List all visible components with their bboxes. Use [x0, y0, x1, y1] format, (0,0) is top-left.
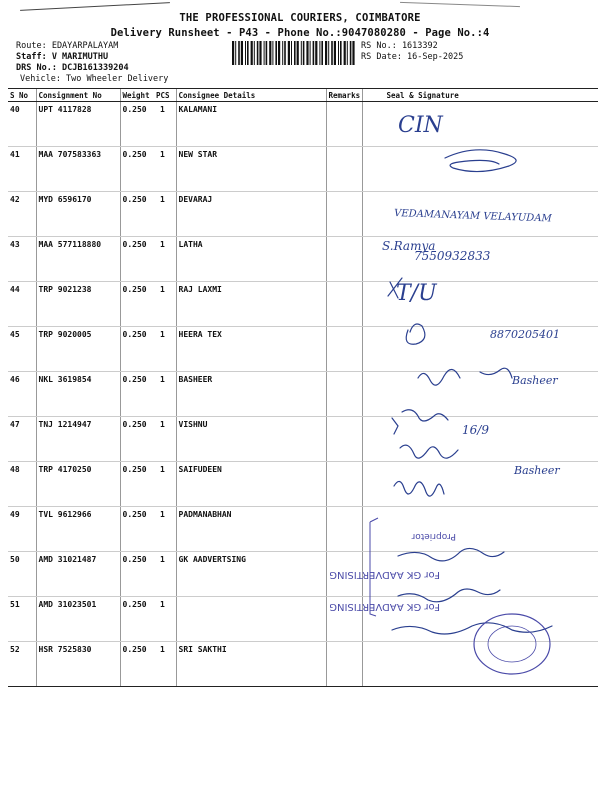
- barcode-bar: [301, 41, 302, 65]
- table-row: [8, 597, 598, 642]
- cell-consignee: LATHA: [176, 237, 326, 282]
- cell-signature: [362, 192, 598, 237]
- cell-remarks: [326, 327, 362, 372]
- cell-remarks: [326, 462, 362, 507]
- cell-remarks: [326, 282, 362, 327]
- cell-sno: 41: [8, 147, 36, 192]
- cell-weight: 0.250: [120, 372, 154, 417]
- stamp-business-1: For GK AADVERTISING: [329, 569, 440, 580]
- table-row: [8, 462, 598, 507]
- col-header-remarks: Remarks: [326, 89, 362, 102]
- barcode-bar: [269, 41, 271, 65]
- cell-weight: 0.250: [120, 507, 154, 552]
- rs-date: RS Date: 16-Sep-2025: [361, 52, 464, 62]
- cell-consignment: HSR 7525830: [36, 642, 120, 687]
- cell-remarks: [326, 507, 362, 552]
- cell-remarks: [326, 147, 362, 192]
- table-row: [8, 102, 598, 147]
- sig-42-text: VEDAMANAYAM VELAYUDAM: [393, 208, 552, 225]
- cell-consignee: GK AADVERTSING: [176, 552, 326, 597]
- cell-consignment: TVL 9612966: [36, 507, 120, 552]
- cell-consignment: NKL 3619854: [36, 372, 120, 417]
- cell-consignee: BASHEER: [176, 372, 326, 417]
- cell-signature: [362, 102, 598, 147]
- table-row: [8, 552, 598, 597]
- barcode-bar: [325, 41, 327, 65]
- sig-47-date: 16/9: [462, 423, 489, 437]
- table-row: [8, 372, 598, 417]
- drs-value: DRS No.: DCJB161339204: [16, 63, 129, 73]
- cell-consignment: MAA 707583363: [36, 147, 120, 192]
- cell-remarks: [326, 102, 362, 147]
- barcode-bar: [264, 41, 265, 65]
- cell-consignee: SRI SAKTHI: [176, 642, 326, 687]
- rs-number: RS No.: 1613392: [361, 41, 438, 51]
- cell-weight: 0.250: [120, 417, 154, 462]
- cell-pcs: 1: [154, 237, 176, 282]
- route-label: Route: EDAYARPALAYAM: [16, 41, 119, 51]
- cell-consignee: HEERA TEX: [176, 327, 326, 372]
- barcode-image: [232, 41, 356, 65]
- cell-consignment: TRP 9020005: [36, 327, 120, 372]
- cell-sno: 42: [8, 192, 36, 237]
- cell-sno: 44: [8, 282, 36, 327]
- cell-consignee: SAIFUDEEN: [176, 462, 326, 507]
- sig-43-phone: 7550932833: [414, 249, 491, 263]
- barcode-bar: [328, 41, 329, 65]
- cell-weight: 0.250: [120, 237, 154, 282]
- cell-consignee: [176, 597, 326, 642]
- cell-consignee: NEW STAR: [176, 147, 326, 192]
- cell-pcs: 1: [154, 282, 176, 327]
- barcode-bar: [331, 41, 333, 65]
- cell-consignee: RAJ LAXMI: [176, 282, 326, 327]
- barcode-bar: [294, 41, 296, 65]
- cell-remarks: [326, 192, 362, 237]
- cell-pcs: 1: [154, 552, 176, 597]
- table-row: [8, 417, 598, 462]
- cell-consignee: DEVARAJ: [176, 192, 326, 237]
- barcode-bar: [315, 41, 317, 65]
- barcode-bar: [278, 41, 280, 65]
- barcode-bar: [313, 41, 315, 65]
- barcode-bar: [247, 41, 249, 65]
- cell-signature: [362, 642, 598, 687]
- col-header-consignment: Consignment No: [36, 89, 120, 102]
- cell-signature: [362, 327, 598, 372]
- cell-sno: 40: [8, 102, 36, 147]
- barcode-bar: [288, 41, 290, 65]
- barcode-bar: [257, 41, 259, 65]
- barcode-bar: [344, 41, 346, 65]
- cell-signature: [362, 372, 598, 417]
- cell-pcs: 1: [154, 147, 176, 192]
- cell-signature: [362, 237, 598, 282]
- barcode-bar: [347, 41, 348, 65]
- cell-sno: 51: [8, 597, 36, 642]
- barcode-bar: [251, 41, 253, 65]
- barcode-bar: [306, 41, 308, 65]
- barcode-bar: [272, 41, 273, 65]
- table-row: [8, 237, 598, 282]
- barcode-bar: [266, 41, 268, 65]
- cell-signature: [362, 462, 598, 507]
- barcode-bar: [241, 41, 243, 65]
- col-header-weight: Weight: [120, 89, 154, 102]
- cell-signature: [362, 417, 598, 462]
- cell-weight: 0.250: [120, 147, 154, 192]
- cell-consignment: AMD 31021487: [36, 552, 120, 597]
- company-title: THE PROFESSIONAL COURIERS, COIMBATORE: [179, 12, 421, 24]
- cell-pcs: 1: [154, 507, 176, 552]
- table-row: [8, 507, 598, 552]
- cell-sno: 47: [8, 417, 36, 462]
- col-header-consignee: Consignee Details: [176, 89, 326, 102]
- col-header-signature: Seal & Signature: [362, 89, 598, 102]
- barcode-bar: [245, 41, 246, 65]
- barcode-bar: [284, 41, 286, 65]
- cell-pcs: 1: [154, 192, 176, 237]
- table-row: [8, 642, 598, 687]
- cell-weight: 0.250: [120, 282, 154, 327]
- cell-signature: [362, 147, 598, 192]
- barcode-bar: [297, 41, 299, 65]
- barcode-bar: [303, 41, 305, 65]
- cell-weight: 0.250: [120, 327, 154, 372]
- cell-pcs: 1: [154, 327, 176, 372]
- table-header-row: [8, 89, 598, 102]
- table-row: [8, 327, 598, 372]
- barcode-bar: [350, 41, 352, 65]
- table-row: [8, 147, 598, 192]
- sig-48-text: Basheer: [514, 464, 560, 477]
- cell-pcs: 1: [154, 462, 176, 507]
- sig-40-text: CIN: [398, 113, 443, 138]
- sig-46-text: Basheer: [512, 374, 558, 387]
- cell-sno: 45: [8, 327, 36, 372]
- barcode-bar: [282, 41, 283, 65]
- barcode-bar: [275, 41, 277, 65]
- sig-43-name: S.Ramya: [382, 239, 436, 253]
- barcode-bar: [334, 41, 336, 65]
- cell-remarks: [326, 237, 362, 282]
- barcode-bar: [235, 41, 236, 65]
- col-header-sno: S No: [8, 89, 36, 102]
- cell-consignment: UPT 4117828: [36, 102, 120, 147]
- barcode-bar: [338, 41, 339, 65]
- cell-remarks: [326, 552, 362, 597]
- stamp-business-2: For GK AADVERTISING: [329, 601, 440, 612]
- cell-sno: 46: [8, 372, 36, 417]
- table-row: [8, 192, 598, 237]
- vehicle-label: Vehicle: Two Wheeler Delivery: [20, 74, 169, 84]
- sig-44-text: T/U: [396, 281, 437, 306]
- cell-consignment: MYD 6596170: [36, 192, 120, 237]
- cell-weight: 0.250: [120, 642, 154, 687]
- barcode-bar: [321, 41, 323, 65]
- cell-weight: 0.250: [120, 192, 154, 237]
- col-header-pcs: PCS: [154, 89, 176, 102]
- barcode-bar: [291, 41, 292, 65]
- sig-45-phone: 8870205401: [490, 328, 560, 341]
- cell-pcs: 1: [154, 372, 176, 417]
- drs-label: [16, 63, 129, 73]
- cell-sno: 49: [8, 507, 36, 552]
- barcode-bar: [310, 41, 311, 65]
- table-row: [8, 282, 598, 327]
- barcode-bar: [232, 41, 234, 65]
- cell-remarks: [326, 642, 362, 687]
- barcode-bar: [254, 41, 255, 65]
- barcode-bar: [340, 41, 342, 65]
- cell-consignee: KALAMANI: [176, 102, 326, 147]
- cell-weight: 0.250: [120, 102, 154, 147]
- barcode-bar: [238, 41, 240, 65]
- barcode-bar: [259, 41, 261, 65]
- runsheet-table: [8, 88, 598, 687]
- cell-pcs: 1: [154, 102, 176, 147]
- cell-remarks: [326, 417, 362, 462]
- cell-signature: [362, 282, 598, 327]
- cell-signature: [362, 552, 598, 597]
- cell-weight: 0.250: [120, 462, 154, 507]
- cell-consignment: MAA 577118880: [36, 237, 120, 282]
- cell-pcs: 1: [154, 417, 176, 462]
- scan-artifact-line: [20, 2, 170, 11]
- cell-consignment: TRP 9021238: [36, 282, 120, 327]
- scan-artifact-line: [400, 2, 520, 7]
- cell-signature: [362, 507, 598, 552]
- cell-signature: [362, 597, 598, 642]
- staff-label: [16, 52, 108, 62]
- staff-value: Staff: V MARIMUTHU: [16, 52, 109, 62]
- cell-sno: 48: [8, 462, 36, 507]
- cell-consignment: TNJ 1214947: [36, 417, 120, 462]
- cell-weight: 0.250: [120, 597, 154, 642]
- stamp-proprietor: Proprietor: [411, 531, 456, 541]
- cell-consignment: AMD 31023501: [36, 597, 120, 642]
- barcode-bar: [352, 41, 354, 65]
- cell-consignee: VISHNU: [176, 417, 326, 462]
- cell-sno: 50: [8, 552, 36, 597]
- cell-consignment: TRP 4170250: [36, 462, 120, 507]
- cell-consignee: PADMANABHAN: [176, 507, 326, 552]
- cell-weight: 0.250: [120, 552, 154, 597]
- cell-remarks: [326, 597, 362, 642]
- cell-pcs: 1: [154, 597, 176, 642]
- cell-sno: 43: [8, 237, 36, 282]
- barcode-bar: [319, 41, 320, 65]
- runsheet-title: Delivery Runsheet - P43 - Phone No.:9047080280 - Page No.:4: [110, 27, 490, 39]
- cell-sno: 52: [8, 642, 36, 687]
- cell-remarks: [326, 372, 362, 417]
- cell-pcs: 1: [154, 642, 176, 687]
